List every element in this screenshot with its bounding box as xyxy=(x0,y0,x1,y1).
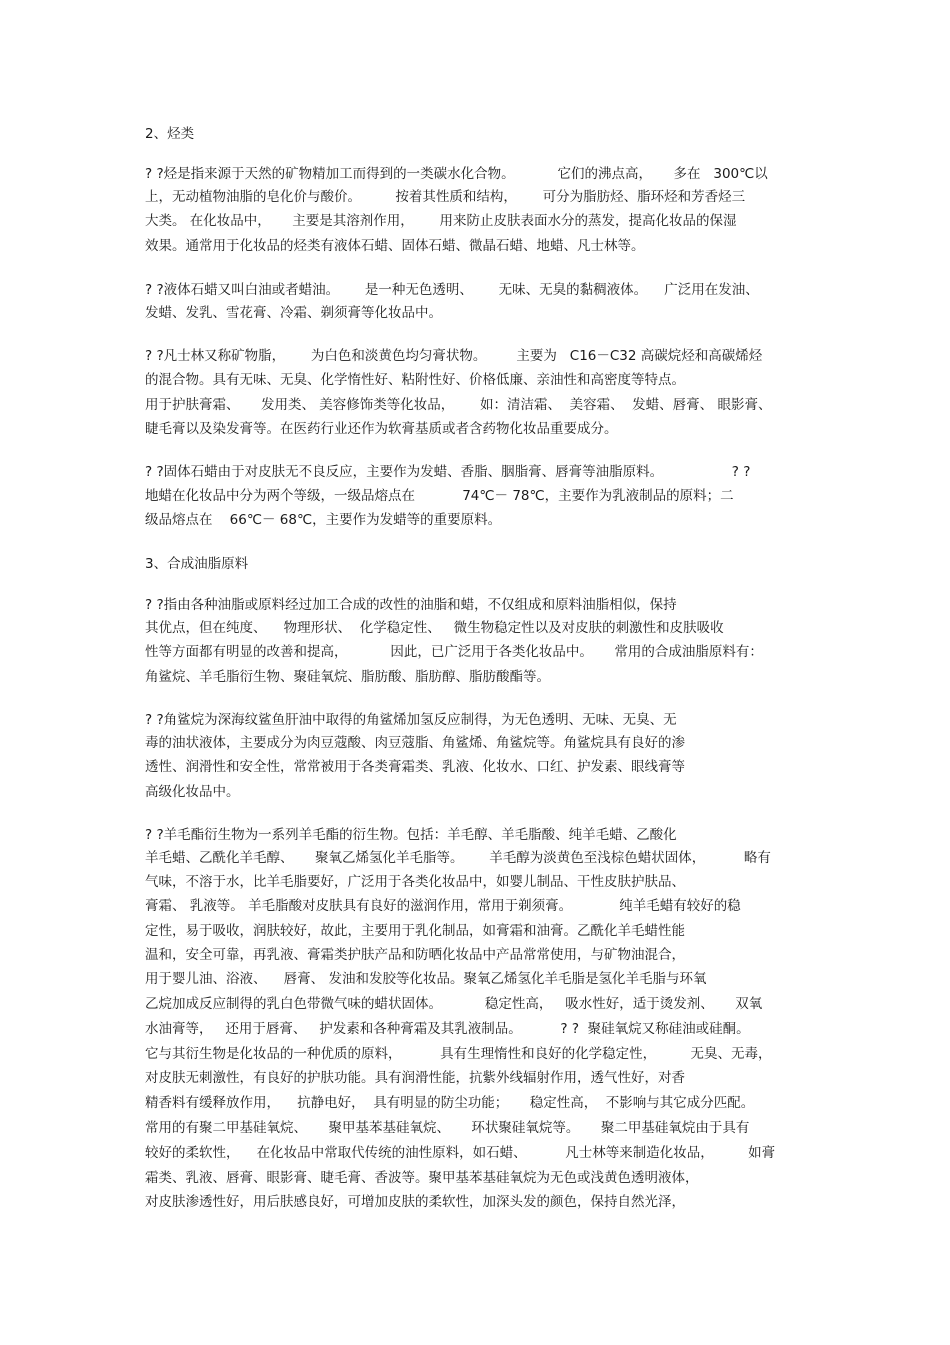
text-line: 效果。通常用于化妆品的烃类有液体石蜡、固体石蜡、微晶石蜡、地蜡、凡士林等。 xyxy=(145,238,645,254)
text-line: 它与其衍生物是化妆品的一种优质的原料， 具有生理惰性和良好的化学稳定性， 无臭、无毒， xyxy=(145,1046,772,1062)
text-line: 对皮肤无刺激性，有良好的护肤功能。具有润滑性能，抗紫外线辐射作用，透气性好，对香 xyxy=(145,1070,685,1086)
text-line: 其优点，但在纯度、 物理形状、 化学稳定性、 微生物稳定性以及对皮肤的刺激性和皮肤吸收 xyxy=(145,620,724,636)
text-line: 定性，易于吸收，润肤较好，故此，主要用于乳化制品，如膏霜和油膏。乙酰化羊毛蜡性能 xyxy=(145,923,685,939)
text-line: ? ?固体石蜡由于对皮肤无不良反应，主要作为发蜡、香脂、胭脂膏、唇膏等油脂原料。 ? ? xyxy=(145,464,751,480)
text-line: 用于护肤膏霜、 发用类、 美容修饰类等化妆品， 如：清洁霜、 美容霜、 发蜡、唇膏、 眼影膏、 xyxy=(145,397,772,413)
text-line: 较好的柔软性， 在化妆品中常取代传统的油性原料，如石蜡、 凡士林等来制造化妆品， 如膏 xyxy=(145,1145,776,1161)
text-line: 精香料有缓释放作用， 抗静电好， 具有明显的防尘功能； 稳定性高， 不影响与其它成分匹配。 xyxy=(145,1095,755,1111)
text-line: ? ?凡士林又称矿物脂， 为白色和淡黄色均匀膏状物。 主要为 C16－C32 高碳烷烃和高碳烯烃 xyxy=(145,348,763,364)
text-line: ? ?指由各种油脂或原料经过加工合成的改性的油脂和蜡，不仅组成和原料油脂相似，保持 xyxy=(145,597,677,613)
text-line: 毒的油状液体，主要成分为肉豆蔻酸、肉豆蔻脂、角鲨烯、角鲨烷等。角鲨烷具有良好的渗 xyxy=(145,735,685,751)
text-line: ? ?液体石蜡又叫白油或者蜡油。 是一种无色透明、 无味、无臭的黏稠液体。 广泛用在发油、 xyxy=(145,282,759,298)
text-line: 温和，安全可靠，再乳液、膏霜类护肤产品和防晒化妆品中产品常常使用，与矿物油混合， xyxy=(145,947,685,963)
text-line: 透性、润滑性和安全性，常常被用于各类膏霜类、乳液、化妆水、口红、护发素、眼线膏等 xyxy=(145,759,685,775)
text-line: 膏霜、 乳液等。 羊毛脂酸对皮肤具有良好的滋润作用，常用于剃须膏。 纯羊毛蜡有较好的稳 xyxy=(145,898,741,914)
text-line: 角鲨烷、羊毛脂衍生物、聚硅氧烷、脂肪酸、脂肪醇、脂肪酸酯等。 xyxy=(145,669,550,685)
text-line: ? ?角鲨烷为深海纹鲨鱼肝油中取得的角鲨烯加氢反应制得，为无色透明、无味、无臭、无 xyxy=(145,712,677,728)
text-line: 上，无动植物油脂的皂化价与酸价。 按着其性质和结构， 可分为脂肪烃、脂环烃和芳香烃三 xyxy=(145,189,746,205)
text-line: 对皮肤渗透性好，用后肤感良好，可增加皮肤的柔软性，加深头发的颜色，保持自然光泽， xyxy=(145,1194,685,1210)
text-line: 霜类、乳液、唇膏、眼影膏、睫毛膏、香波等。聚甲基苯基硅氧烷为无色或浅黄色透明液体， xyxy=(145,1170,699,1186)
text-line: 羊毛蜡、乙酰化羊毛醇、 聚氧乙烯氢化羊毛脂等。 羊毛醇为淡黄色至浅棕色蜡状固体， 略有 xyxy=(145,850,771,866)
text-line: 大类。 在化妆品中， 主要是其溶剂作用， 用来防止皮肤表面水分的蒸发，提高化妆品的保湿 xyxy=(145,213,737,229)
text-line: 睫毛膏以及染发膏等。在医药行业还作为软膏基质或者含药物化妆品重要成分。 xyxy=(145,421,618,437)
text-line: ? ?羊毛酯衍生物为一系列羊毛酯的衍生物。包括：羊毛醇、羊毛脂酸、纯羊毛蜡、乙酸化 xyxy=(145,827,677,843)
text-line: 气味，不溶于水，比羊毛脂要好，广泛用于各类化妆品中，如婴儿制品、干性皮肤护肤品、 xyxy=(145,874,685,890)
text-line: ? ?烃是指来源于天然的矿物精加工而得到的一类碳水化合物。 它们的沸点高， 多在 300℃以 xyxy=(145,166,768,182)
text-line: 高级化妆品中。 xyxy=(145,784,240,800)
text-line: 水油膏等， 还用于唇膏、 护发素和各种膏霜及其乳液制品。 ? ? 聚硅氧烷又称硅油或硅酮。 xyxy=(145,1021,750,1037)
text-line: 乙烷加成反应制得的乳白色带微气味的蜡状固体。 稳定性高， 吸水性好，适于烫发剂、 双氧 xyxy=(145,996,763,1012)
text-line: 发蜡、发乳、雪花膏、冷霜、剃须膏等化妆品中。 xyxy=(145,305,442,321)
text-line: 用于婴儿油、浴液、 唇膏、 发油和发胶等化妆品。聚氧乙烯氢化羊毛脂是氢化羊毛脂与环氧 xyxy=(145,971,707,987)
text-line: 常用的有聚二甲基硅氧烷、 聚甲基苯基硅氧烷、 环状聚硅氧烷等。 聚二甲基硅氧烷由于具有 xyxy=(145,1120,750,1136)
text-line: 的混合物。具有无味、无臭、化学惰性好、粘附性好、价格低廉、亲油性和高密度等特点。 xyxy=(145,372,685,388)
section-2-heading: 2、烃类 xyxy=(145,126,195,142)
text-line: 级品熔点在 66℃－ 68℃，主要作为发蜡等的重要原料。 xyxy=(145,512,502,528)
text-line: 地蜡在化妆品中分为两个等级，一级品熔点在 74℃－ 78℃，主要作为乳液制品的原料；二 xyxy=(145,488,734,504)
text-line: 性等方面都有明显的改善和提高， 因此，已广泛用于各类化妆品中。 常用的合成油脂原料有： xyxy=(145,644,763,660)
section-3-heading: 3、合成油脂原料 xyxy=(145,556,249,572)
